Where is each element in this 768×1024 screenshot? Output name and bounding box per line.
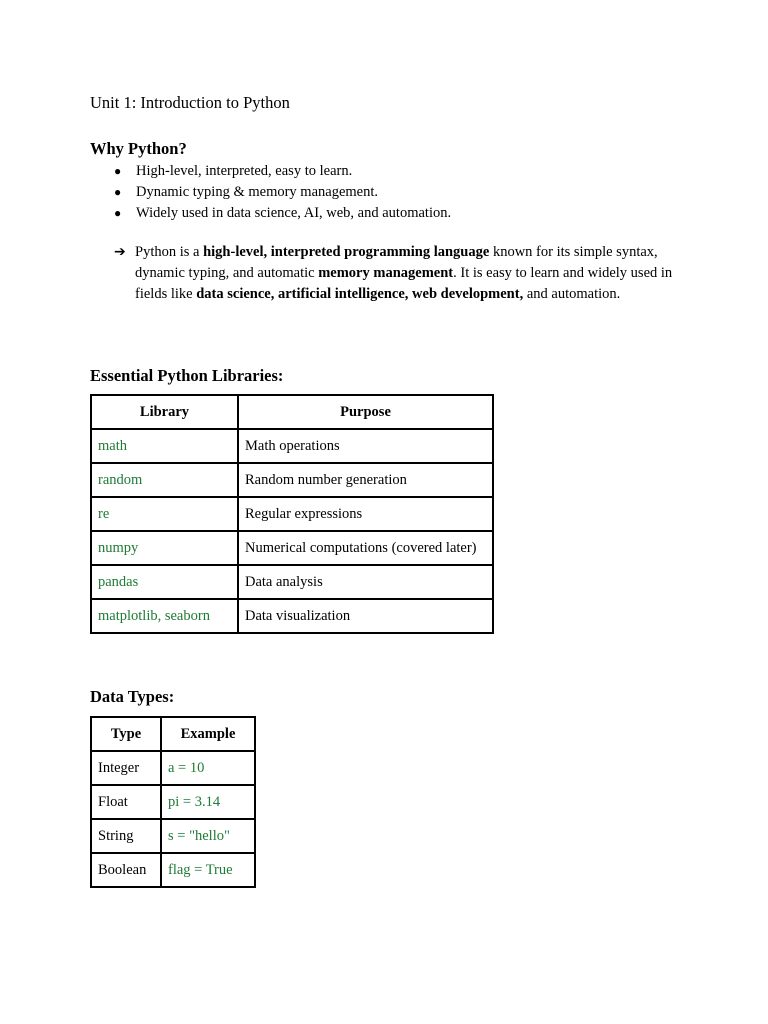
bullet-item — [90, 182, 451, 203]
bullet-text: High-level, interpreted, easy to learn. — [136, 163, 353, 179]
description-text: Python is a high-level, interpreted programming language known for its simple syntax, dynamic typing, and automatic memory management. It is easy to learn and widely used in fields like data science, artificial intelligence, web development, and automation. — [135, 244, 673, 302]
column-header-type: Type — [91, 717, 161, 751]
table-row — [91, 463, 493, 497]
data-types-table — [90, 716, 256, 888]
library-cell: random — [91, 463, 238, 497]
purpose-cell: Data analysis — [238, 565, 493, 599]
libraries-heading: Essential Python Libraries: — [90, 366, 284, 385]
bullet-text: Widely used in data science, AI, web, and automation. — [136, 205, 452, 221]
table-row — [91, 565, 493, 599]
table-row — [91, 599, 493, 633]
type-cell: String — [91, 819, 161, 853]
type-cell: Integer — [91, 751, 161, 785]
data-types-heading: Data Types: — [90, 687, 175, 706]
bullet-icon: ● — [114, 206, 122, 220]
table-row — [91, 497, 493, 531]
arrow-right-icon: ➔ — [114, 244, 126, 260]
library-cell: matplotlib, seaborn — [91, 599, 238, 633]
bullet-icon: ● — [114, 164, 122, 178]
library-cell: pandas — [91, 565, 238, 599]
example-cell: a = 10 — [161, 751, 255, 785]
bullet-item — [90, 161, 451, 182]
table-row — [91, 819, 255, 853]
bullet-item — [90, 203, 451, 224]
column-header-library: Library — [91, 395, 238, 429]
bullet-icon: ● — [114, 185, 122, 199]
example-cell: pi = 3.14 — [161, 785, 255, 819]
why-python-bullets — [90, 161, 451, 224]
table-row — [91, 531, 493, 565]
type-cell: Float — [91, 785, 161, 819]
library-cell: math — [91, 429, 238, 463]
purpose-cell: Random number generation — [238, 463, 493, 497]
example-cell: s = "hello" — [161, 819, 255, 853]
python-description — [114, 242, 674, 305]
table-row — [91, 429, 493, 463]
purpose-cell: Data visualization — [238, 599, 493, 633]
purpose-cell: Regular expressions — [238, 497, 493, 531]
type-cell: Boolean — [91, 853, 161, 887]
example-cell: flag = True — [161, 853, 255, 887]
column-header-example: Example — [161, 717, 255, 751]
table-row — [91, 853, 255, 887]
libraries-table — [90, 394, 494, 634]
column-header-purpose: Purpose — [238, 395, 493, 429]
table-row — [91, 751, 255, 785]
unit-title: Unit 1: Introduction to Python — [90, 93, 290, 112]
library-cell: numpy — [91, 531, 238, 565]
purpose-cell: Math operations — [238, 429, 493, 463]
bullet-text: Dynamic typing & memory management. — [136, 184, 379, 200]
table-header-row — [91, 717, 255, 751]
purpose-cell: Numerical computations (covered later) — [238, 531, 493, 565]
table-header-row — [91, 395, 493, 429]
library-cell: re — [91, 497, 238, 531]
table-row — [91, 785, 255, 819]
why-python-heading: Why Python? — [90, 139, 187, 158]
